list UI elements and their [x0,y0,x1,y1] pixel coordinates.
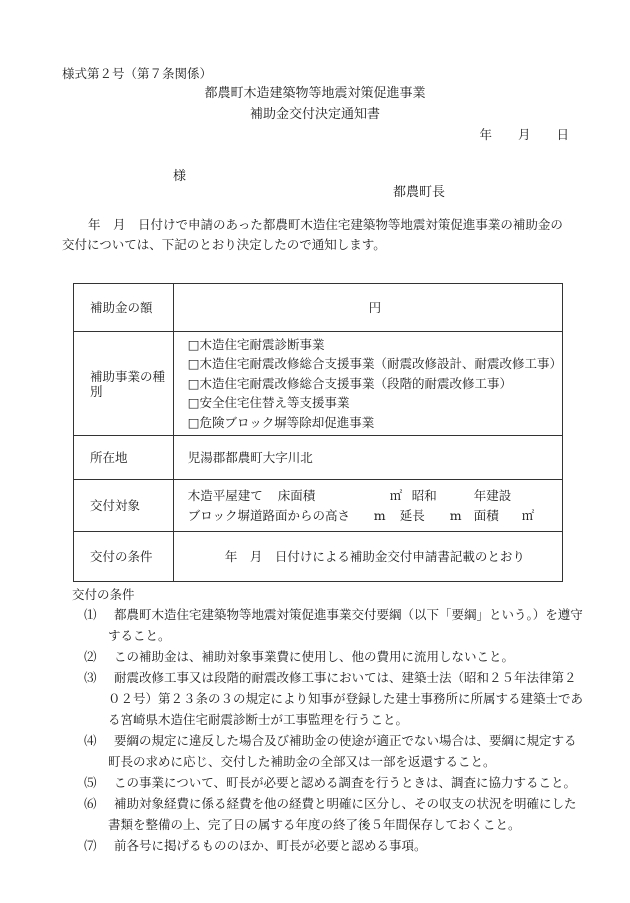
target-line-wall [188,506,562,526]
date-day: 日 [556,127,569,142]
document-title-line2: 補助金交付決定通知書 [249,107,380,122]
wall-height-unit: m [373,507,386,523]
subsidy-amount: 円 [173,284,562,332]
form-number: 様式第２号（第７条関係） [62,66,213,81]
subsidy-table [73,283,563,582]
table-row [74,284,563,332]
condition-item [84,835,572,856]
table-row [74,332,563,436]
date-year: 年 [479,127,492,142]
wall-area-label: 面積 [473,507,499,523]
date-month: 月 [517,127,531,142]
condition-text: 要綱の規定に違反した場合及び補助金の使途が適正でない場合は、要綱に規定する [114,733,577,748]
building-type: 木造平屋建て [187,487,263,503]
category-list [173,332,562,436]
row-label: 補助金の額 [74,284,174,332]
wall-height-label: ブロック塀道路面からの高さ [187,507,350,523]
condition-text: 書類を整備の上、完了日の属する年度の終了後５年間保存しておくこと。 [108,817,521,832]
condition-text: 都農町木造住宅建築物等地震対策促進事業交付要綱（以下「要綱」という。）を遵守 [114,607,583,622]
floor-area-label: 床面積 [277,487,316,503]
table-row [74,480,563,532]
condition-text: 町長の求めに応じ、交付した補助金の全部又は一部を返還すること。 [108,754,496,769]
condition-text: る宮崎県木造住宅耐震診断士が工事監理を行うこと。 [108,712,409,727]
condition-text: この事業について、町長が必要と認める調査を行うときは、調査に協力すること。 [114,775,577,790]
category-option: □木造住宅耐震改修総合支援事業（耐震改修設計、耐震改修工事） [187,356,562,372]
target-line-building [188,486,562,506]
condition-text: すること。 [108,628,171,643]
wall-length-label: 延長 [399,507,425,523]
sender-name: 都農町長 [393,185,446,200]
category-option: □木造住宅耐震改修総合支援事業（段階的耐震改修工事） [187,375,512,391]
document-title-line1: 都農町木造建築物等地震対策促進事業 [204,86,426,101]
condition-number: ⑷ [84,733,97,748]
condition-text: この補助金は、補助対象事業費に使用し、他の費用に流用しないこと。 [114,649,515,664]
category-option: □安全住宅住替え等支援事業 [187,395,350,411]
condition-text: 補助対象経費に係る経費を他の経費と明確に区分し、その収支の状況を明確にした [114,796,577,811]
condition-item [84,793,577,835]
condition-number: ⑸ [84,775,97,790]
condition-number: ⑶ [84,670,97,685]
wall-length-unit: m [449,507,462,523]
category-option: □危険ブロック塀等除却促進事業 [187,414,375,430]
category-option: □木造住宅耐震診断事業 [187,336,325,352]
condition-item [84,772,577,793]
condition-text: ０２号）第２３条の３の規定により知事が登録した建士事務所に所属する建築士であ [108,691,584,706]
row-label: 所在地 [74,436,174,480]
condition-number: ⑺ [84,838,97,853]
row-label: 交付の条件 [74,532,174,582]
condition-item [84,667,584,730]
intro-paragraph: 年 月 日付けで申請のあった都農町木造住宅建築物等地震対策促進事業の補助金の交付については、下記のとおり決定したので通知します。 [62,217,563,252]
condition-item [84,604,583,646]
row-label: 交付対象 [74,480,174,532]
condition-number: ⑹ [84,796,97,811]
condition-text: 前各号に掲げるもののほか、町長が必要と認める事項。 [114,838,427,853]
issue-date [479,127,569,142]
condition-item [84,646,572,667]
wall-area-unit: ㎡ [521,507,535,523]
row-label: 補助事業の種別 [74,332,174,436]
condition-number: ⑴ [84,607,97,622]
conditions-heading: 交付の条件 [72,587,135,602]
target-details [173,480,562,532]
built-year-label: 年建設 [473,487,512,503]
location-value: 児湯郡都農町大字川北 [173,436,562,480]
condition-item [84,730,577,772]
addressee-honorific: 様 [173,169,187,184]
condition-number: ⑵ [84,649,97,664]
table-row [74,532,563,582]
era-label: 昭和 [411,487,437,503]
condition-text: 耐震改修工事又は段階的耐震改修工事においては、建築士法（昭和２５年法律第２ [114,670,577,685]
table-row [74,436,563,480]
floor-area-unit: ㎡ [389,487,403,503]
conditions-reference: 年 月 日付けによる補助金交付申請書記載のとおり [173,532,562,582]
